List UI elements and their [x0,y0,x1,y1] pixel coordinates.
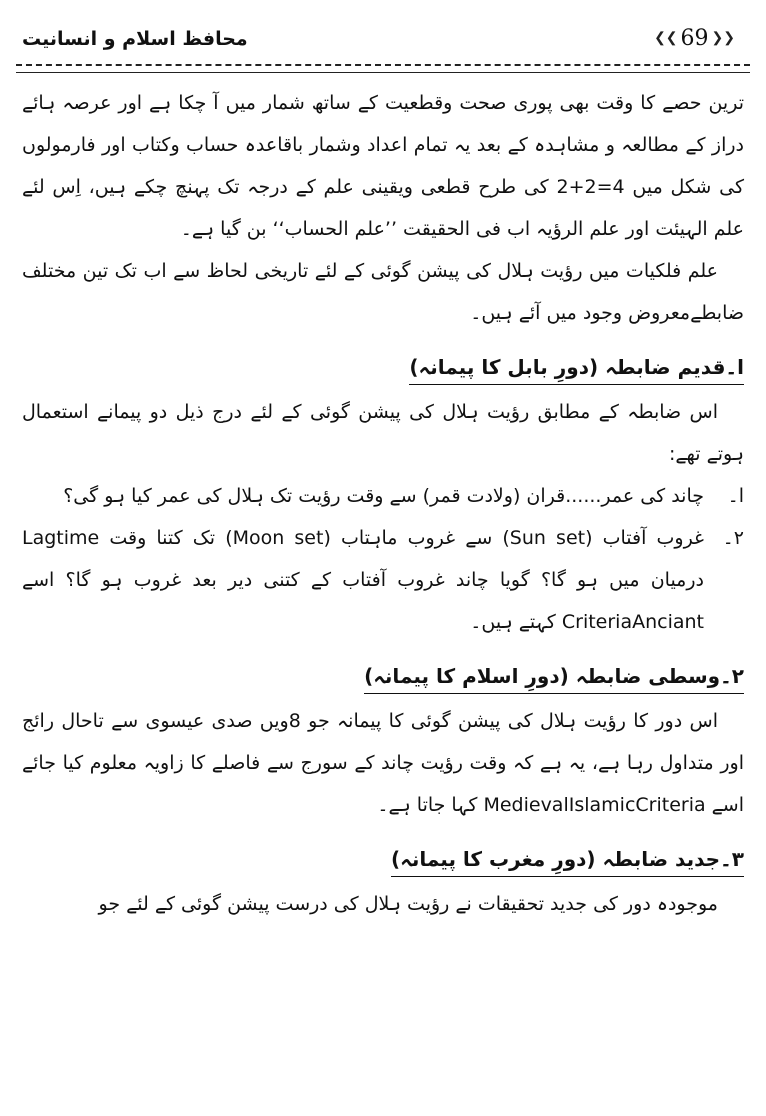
section-ancient-intro: اس ضابطہ کے مطابق رؤیت ہلال کی پیشن گوئی کے لئے درج ذیل دو پیمانے استعمال ہوتے تھے: [22,401,744,465]
list-item [22,517,744,643]
section-modern [22,832,744,883]
section-medieval-text: اس دور کا رؤیت ہلال کی پیشن گوئی کا پیمانہ جو 8ویں صدی عیسوی سے تاحال رائج اور متداول رہا ہے، یہ ہے کہ وقت رؤیت چاند کے سورج سے فاصلے کا زاویہ معلوم کیا جائے اسے MedievalIslamicCriteria کہا جاتا ہے۔ [22,710,744,816]
book-title: محافظ اسلام و انسانیت [22,28,248,50]
header-divider-dashed [16,64,750,66]
list-item-number: ۲۔ [722,527,744,549]
section-ancient [22,340,744,391]
section-heading-medieval: ۲۔وسطی ضابطہ (دورِ اسلام کا پیمانہ) [364,659,744,694]
section-heading-modern: ۳۔جدید ضابطہ (دورِ مغرب کا پیمانہ) [391,842,744,877]
list-item-text: چاند کی عمر......قران (ولادت قمر) سے وقت رؤیت تک ہلال کی عمر کیا ہو گی؟ [63,485,704,507]
section-medieval [22,649,744,700]
header-divider-solid [16,72,750,73]
list-item-number: ا۔ [727,485,744,507]
page-body [22,82,744,925]
page-header [18,20,748,60]
section-modern-text: موجودہ دور کی جدید تحقیقات نے رؤیت ہلال کی درست پیشن گوئی کے لئے جو [98,893,718,915]
list-item-text: غروب آفتاب (Sun set) سے غروب ماہتاب (Moon set) تک کتنا وقت Lagtime درمیان میں ہو گا؟ گویا چاند غروب آفتاب کے کتنی دیر بعد غروب ہو گا؟ اسے CriteriaAnciant کہتے ہیں۔ [22,527,704,633]
section-heading-ancient: ا۔قدیم ضابطہ (دورِ بابل کا پیمانہ) [409,350,744,385]
page-number [651,26,738,51]
paragraph-continuation: ترین حصے کا وقت بھی پوری صحت وقطعیت کے ساتھ شمار میں آ چکا ہے اور عرصہ ہائے دراز کے مطالعہ و مشاہدہ کے بعد یہ تمام اعداد وشمار باقاعدہ حساب وکتاب اور فارمولوں کی شکل میں 4=2+2 کی طرح قطعی ویقینی علم کے درجہ تک پہنچ چکے ہیں، اِس لئے علم الہیئت اور علم الرؤیہ اب فی الحقیقت ’’علم الحساب‘‘ بن گیا ہے۔ [22,92,745,240]
page-number-value: 69 [680,26,709,51]
paragraph-astronomy-criteria: علم فلکیات میں رؤیت ہلال کی پیشن گوئی کے لئے تاریخی لحاظ سے اب تک تین مختلف ضابطےمعروض وجود میں آئے ہیں۔ [22,260,744,324]
ornament-right-icon: ❯❯ [711,30,735,46]
list-item [22,475,744,517]
ornament-left-icon: ❮❮ [654,30,678,46]
